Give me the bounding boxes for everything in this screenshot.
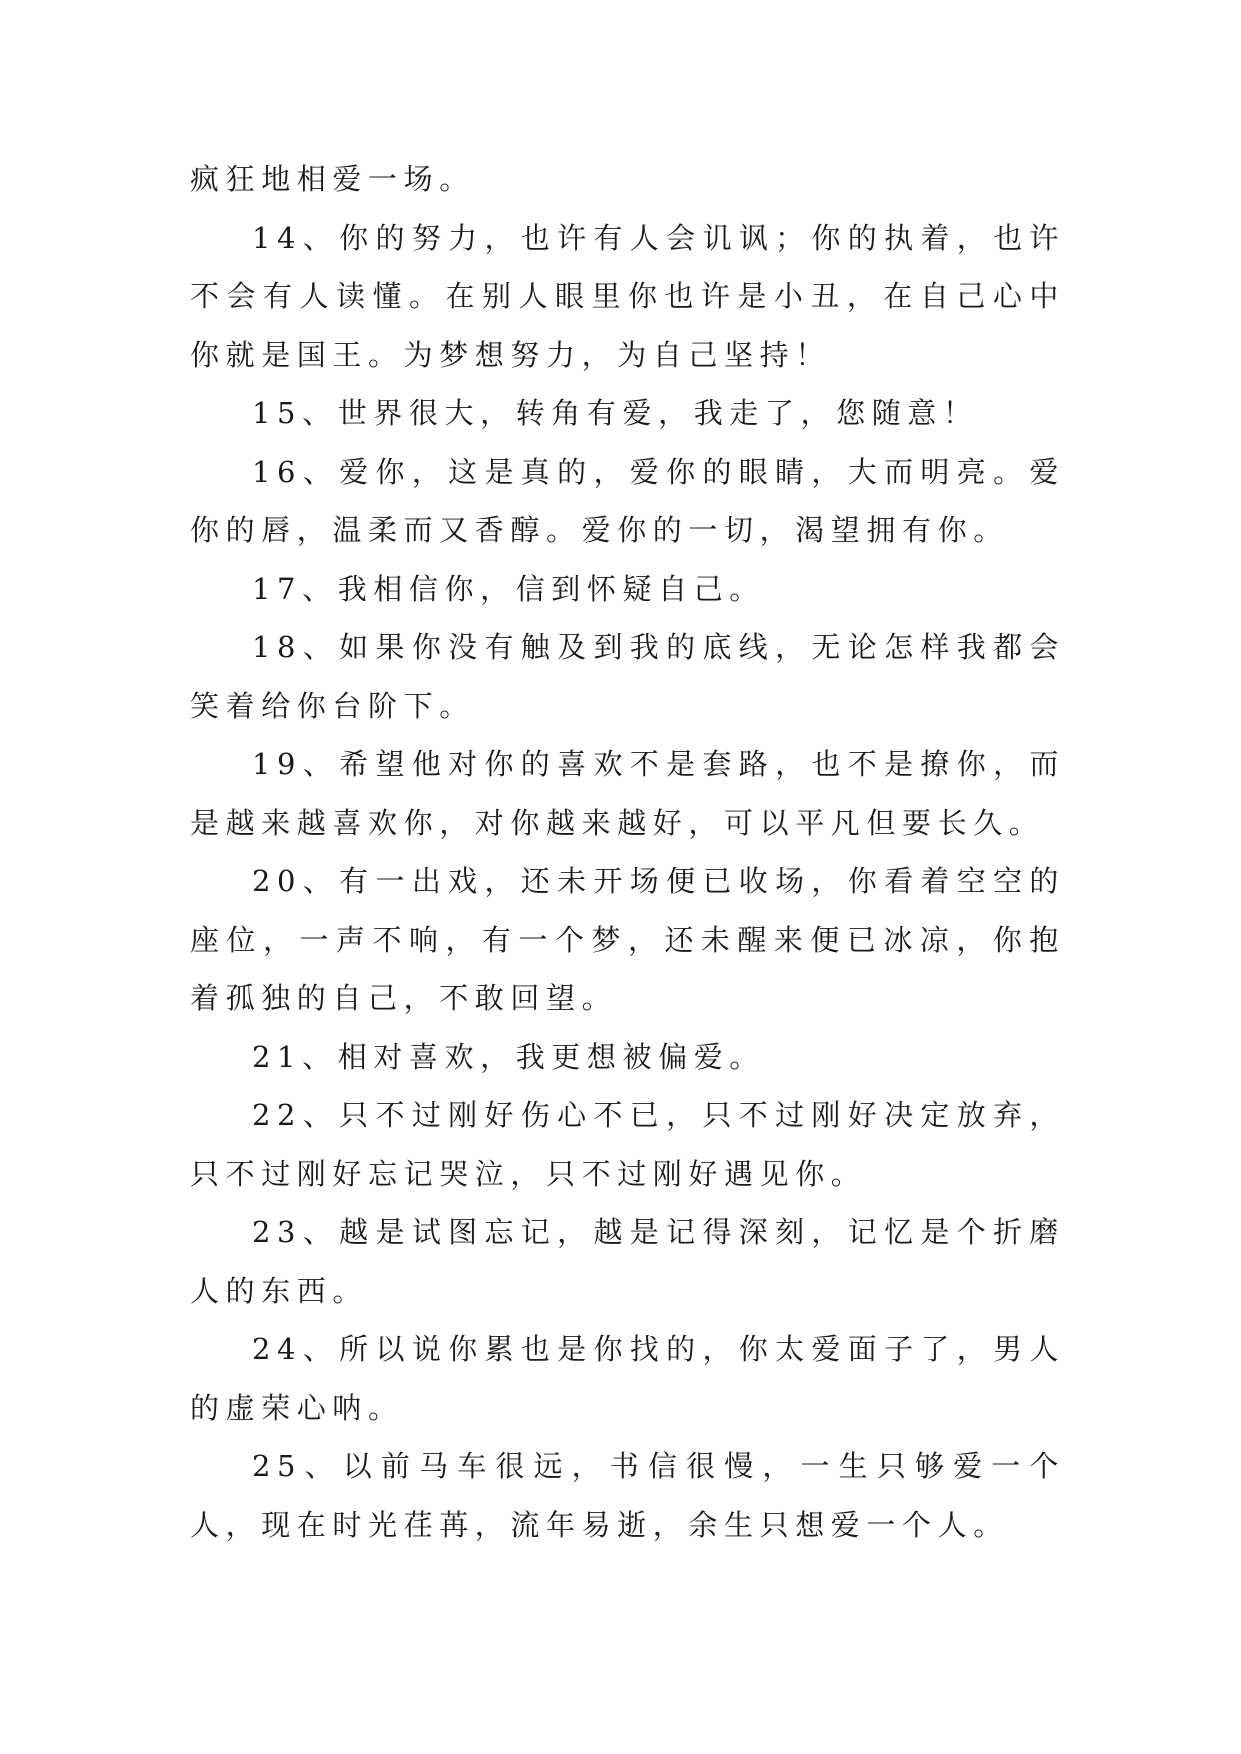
paragraph-25: 25、以前马车很远，书信很慢，一生只够爱一个人，现在时光荏苒，流年易逝，余生只想爱一个人。 xyxy=(190,1449,1065,1542)
paragraph-16: 16、爱你，这是真的，爱你的眼睛，大而明亮。爱你的唇，温柔而又香醇。爱你的一切，渴望拥有你。 xyxy=(190,454,1065,547)
paragraph-17: 17、我相信你，信到怀疑自己。 xyxy=(252,571,765,606)
paragraph-20: 20、有一出戏，还未开场便已收场，你看着空空的座位，一声不响，有一个梦，还未醒来便已冰凉，你抱着孤独的自己，不敢回望。 xyxy=(190,864,1065,1015)
paragraph-22: 22、只不过刚好伤心不已，只不过刚好决定放弃，只不过刚好忘记哭泣，只不过刚好遇见你。 xyxy=(190,1098,1065,1191)
paragraph-23: 23、越是试图忘记，越是记得深刻，记忆是个折磨人的东西。 xyxy=(190,1215,1065,1308)
paragraph-15: 15、世界很大，转角有爱，我走了，您随意！ xyxy=(252,396,979,430)
paragraph-24: 24、所以说你累也是你找的，你太爱面子了，男人的虚荣心呐。 xyxy=(190,1332,1065,1425)
paragraph-21: 21、相对喜欢，我更想被偏爱。 xyxy=(252,1039,765,1074)
paragraph-19: 19、希望他对你的喜欢不是套路，也不是撩你，而是越来越喜欢你，对你越来越好，可以平凡但要长久。 xyxy=(190,747,1065,840)
paragraph-continuation: 疯狂地相爱一场。 xyxy=(190,162,475,196)
paragraph-14: 14、你的努力，也许有人会讥讽；你的执着，也许不会有人读懂。在别人眼里你也许是小丑，在自己心中你就是国王。为梦想努力，为自己坚持！ xyxy=(190,220,1065,372)
paragraph-18: 18、如果你没有触及到我的底线，无论怎样我都会笑着给你台阶下。 xyxy=(190,630,1065,723)
